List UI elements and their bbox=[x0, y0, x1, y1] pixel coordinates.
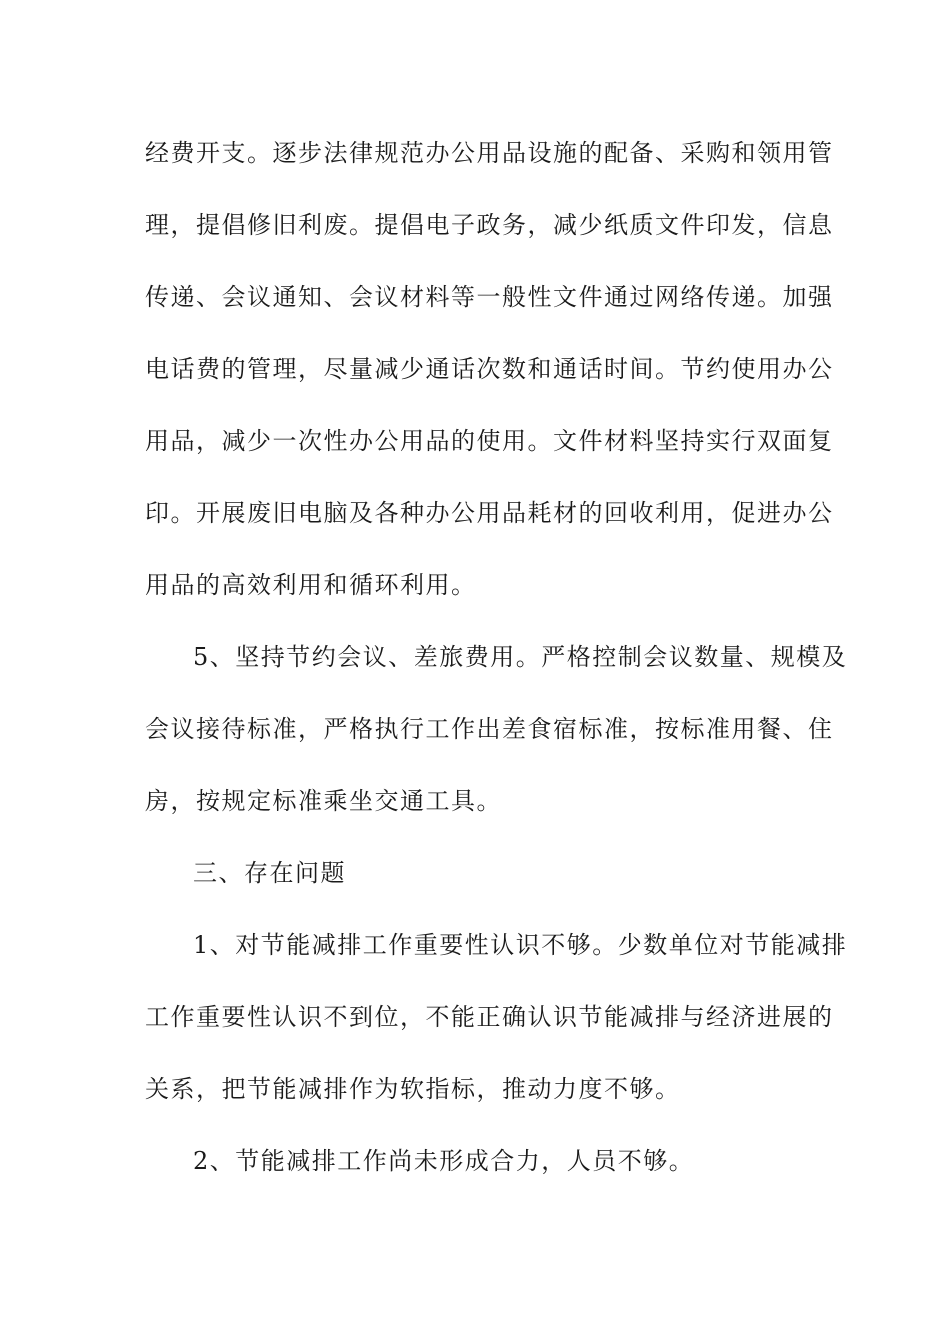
paragraph-line: 传递、会议通知、会议材料等一般性文件通过网络传递。加强 bbox=[145, 283, 834, 311]
paragraph-line: 关系，把节能减排作为软指标，推动力度不够。 bbox=[145, 1075, 681, 1103]
paragraph-line: 印。开展废旧电脑及各种办公用品耗材的回收利用，促进办公 bbox=[145, 499, 834, 527]
paragraph-line: 理，提倡修旧利废。提倡电子政务，减少纸质文件印发，信息 bbox=[145, 211, 834, 239]
paragraph-line: 工作重要性认识不到位，不能正确认识节能减排与经济进展的 bbox=[145, 1003, 834, 1031]
section-heading: 三、存在问题 bbox=[193, 859, 346, 887]
paragraph-line: 用品，减少一次性办公用品的使用。文件材料坚持实行双面复 bbox=[145, 427, 834, 455]
paragraph-line: 会议接待标准，严格执行工作出差食宿标准，按标准用餐、住 bbox=[145, 715, 834, 743]
paragraph-line: 用品的高效利用和循环利用。 bbox=[145, 571, 477, 599]
paragraph-line: 5、坚持节约会议、差旅费用。严格控制会议数量、规模及 bbox=[193, 643, 848, 671]
paragraph-line: 1、对节能减排工作重要性认识不够。少数单位对节能减排 bbox=[193, 931, 848, 959]
paragraph-line: 2、节能减排工作尚未形成合力，人员不够。 bbox=[193, 1147, 695, 1175]
paragraph-line: 房，按规定标准乘坐交通工具。 bbox=[145, 787, 502, 815]
paragraph-line: 电话费的管理，尽量减少通话次数和通话时间。节约使用办公 bbox=[145, 355, 834, 383]
paragraph-line: 经费开支。逐步法律规范办公用品设施的配备、采购和领用管 bbox=[145, 139, 834, 167]
